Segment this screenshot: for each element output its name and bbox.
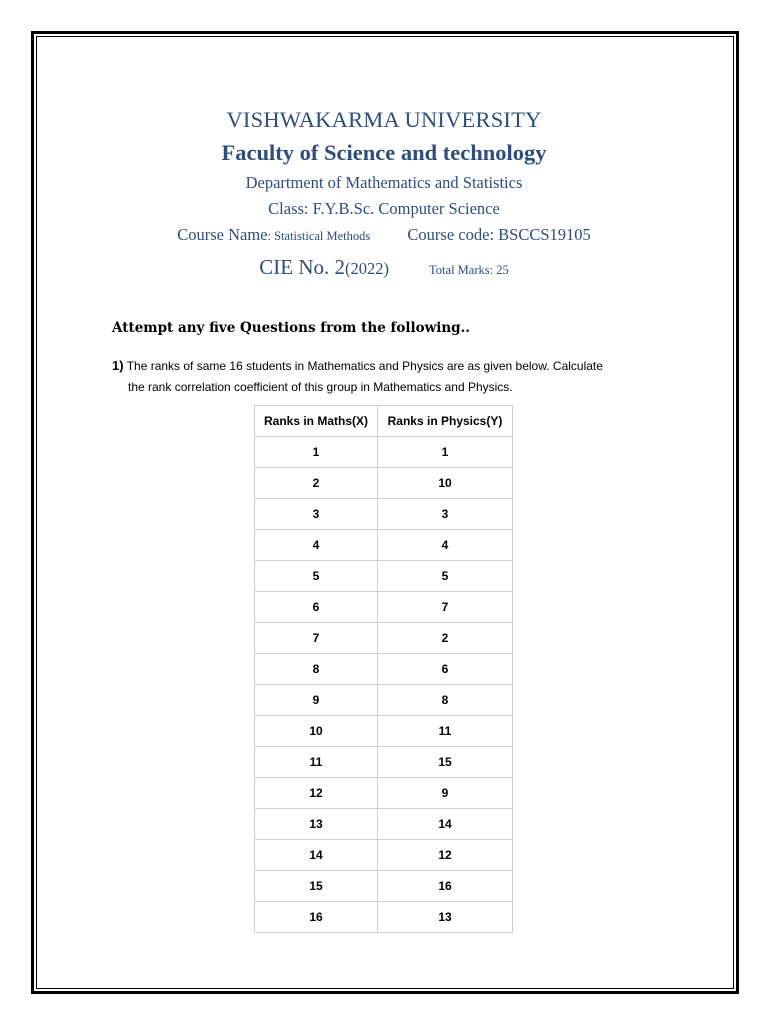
maths-rank-cell: 7 <box>255 623 378 654</box>
maths-rank-cell: 1 <box>255 437 378 468</box>
course-name-label: Course Name <box>177 225 268 244</box>
maths-rank-cell: 4 <box>255 530 378 561</box>
physics-rank-cell: 3 <box>378 499 513 530</box>
physics-rank-cell: 16 <box>378 871 513 902</box>
faculty-title: Faculty of Science and technology <box>221 140 547 165</box>
table-row <box>255 871 513 902</box>
physics-rank-cell: 9 <box>378 778 513 809</box>
question-1 <box>112 355 652 398</box>
table-row <box>255 499 513 530</box>
table-row <box>255 716 513 747</box>
maths-rank-cell: 15 <box>255 871 378 902</box>
maths-rank-cell: 2 <box>255 468 378 499</box>
table-row <box>255 685 513 716</box>
table-row <box>255 592 513 623</box>
university-title: VISHWAKARMA UNIVERSITY <box>226 107 542 132</box>
maths-rank-cell: 3 <box>255 499 378 530</box>
table-row <box>255 623 513 654</box>
physics-rank-cell: 6 <box>378 654 513 685</box>
class-line: Class: F.Y.B.Sc. Computer Science <box>268 199 500 218</box>
instruction-text: Attempt any five Questions from the following.. <box>112 320 470 336</box>
cie-row <box>0 255 768 280</box>
maths-rank-cell: 14 <box>255 840 378 871</box>
maths-rank-cell: 10 <box>255 716 378 747</box>
physics-rank-cell: 4 <box>378 530 513 561</box>
course-info-row <box>0 225 768 245</box>
column-header-physics: Ranks in Physics(Y) <box>378 406 513 437</box>
physics-rank-cell: 7 <box>378 592 513 623</box>
question-number: 1) <box>112 358 124 373</box>
table-row <box>255 654 513 685</box>
table-row <box>255 778 513 809</box>
physics-rank-cell: 2 <box>378 623 513 654</box>
course-code-label: Course code <box>407 225 490 244</box>
maths-rank-cell: 9 <box>255 685 378 716</box>
physics-rank-cell: 15 <box>378 747 513 778</box>
course-name-value: : Statistical Methods <box>267 229 371 243</box>
table-row <box>255 840 513 871</box>
cie-year: (2022) <box>345 259 390 278</box>
maths-rank-cell: 5 <box>255 561 378 592</box>
physics-rank-cell: 14 <box>378 809 513 840</box>
table-row <box>255 468 513 499</box>
table-row <box>255 437 513 468</box>
physics-rank-cell: 13 <box>378 902 513 933</box>
cie-label: CIE No. 2 <box>259 255 346 279</box>
physics-rank-cell: 8 <box>378 685 513 716</box>
physics-rank-cell: 5 <box>378 561 513 592</box>
table-row <box>255 530 513 561</box>
physics-rank-cell: 11 <box>378 716 513 747</box>
question-text-line1: The ranks of same 16 students in Mathematics and Physics are as given below. Calculate <box>126 359 603 373</box>
maths-rank-cell: 11 <box>255 747 378 778</box>
maths-rank-cell: 8 <box>255 654 378 685</box>
physics-rank-cell: 10 <box>378 468 513 499</box>
maths-rank-cell: 13 <box>255 809 378 840</box>
total-marks: Total Marks: 25 <box>429 263 509 277</box>
maths-rank-cell: 12 <box>255 778 378 809</box>
table-row <box>255 561 513 592</box>
ranks-table <box>254 405 513 933</box>
table-row <box>255 902 513 933</box>
table-row <box>255 809 513 840</box>
maths-rank-cell: 6 <box>255 592 378 623</box>
department-line: Department of Mathematics and Statistics <box>245 173 523 192</box>
maths-rank-cell: 16 <box>255 902 378 933</box>
physics-rank-cell: 1 <box>378 437 513 468</box>
question-text-line2: the rank correlation coefficient of this group in Mathematics and Physics. <box>128 380 513 394</box>
table-header-row <box>255 406 513 437</box>
physics-rank-cell: 12 <box>378 840 513 871</box>
table-row <box>255 747 513 778</box>
course-code-value: : BSCCS19105 <box>489 225 591 244</box>
column-header-maths: Ranks in Maths(X) <box>255 406 378 437</box>
